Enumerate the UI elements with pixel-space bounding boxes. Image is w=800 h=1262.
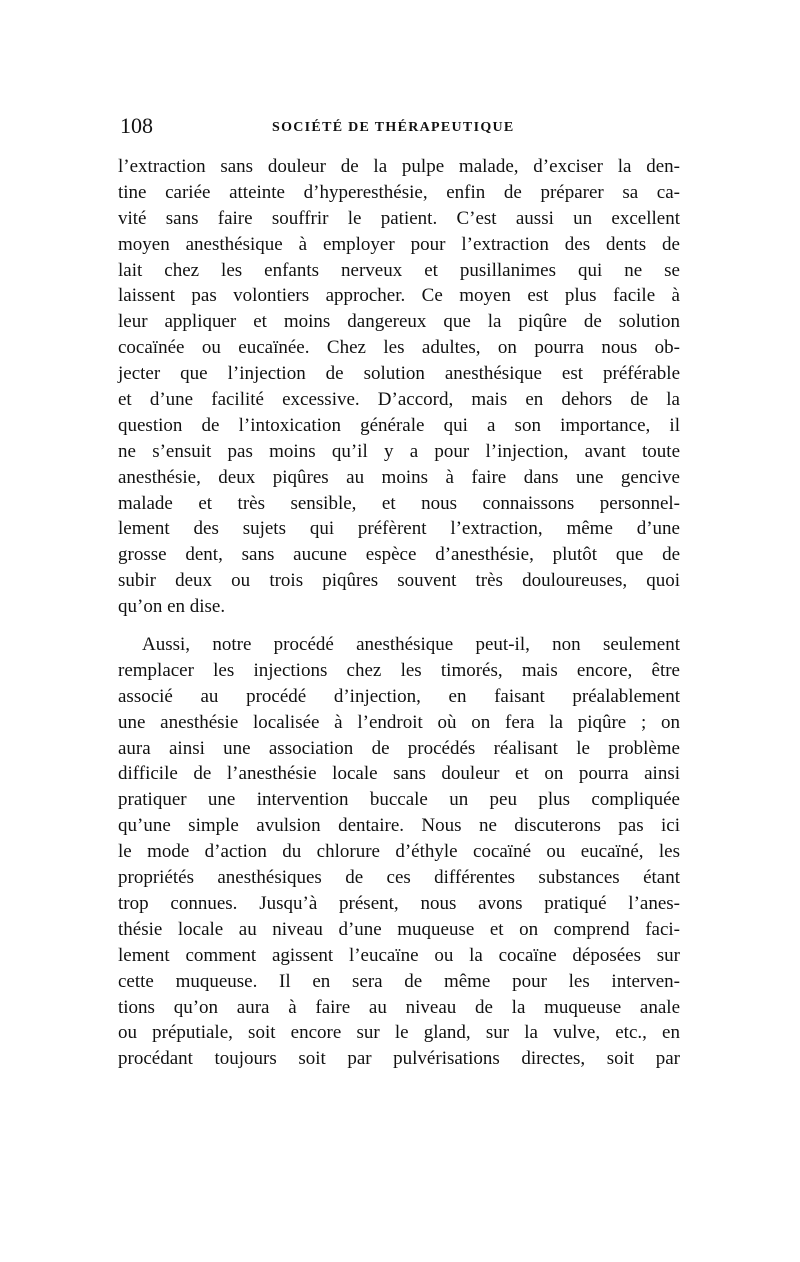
text-line: aura ainsi une association de procédés réalisant le problème (118, 737, 680, 759)
text-line: tions qu’on aura à faire au niveau de la muqueuse anale (118, 996, 680, 1018)
text-line: malade et très sensible, et nous connaissons personnel- (118, 492, 680, 514)
text-line: propriétés anesthésiques de ces différentes substances étant (118, 867, 680, 889)
text-line: trop connues. Jusqu’à présent, nous avons pratiqué l’anes- (118, 892, 680, 914)
running-title: SOCIÉTÉ DE THÉRAPEUTIQUE (272, 120, 515, 135)
text-line: cette muqueuse. Il en sera de même pour les interven- (118, 970, 680, 992)
text-line: vité sans faire souffrir le patient. C’est aussi un excellent (118, 207, 680, 229)
text-line: difficile de l’anesthésie locale sans douleur et on pourra ainsi (118, 763, 680, 785)
text-line: pratiquer une intervention buccale un peu plus compliquée (118, 789, 680, 811)
text-line: le mode d’action du chlorure d’éthyle cocaïné ou eucaïné, les (118, 841, 680, 863)
text-line: tine cariée atteinte d’hyperesthésie, enfin de préparer sa ca- (118, 181, 680, 203)
text-line: cocaïnée ou eucaïnée. Chez les adultes, on pourra nous ob- (118, 337, 680, 359)
text-line: Aussi, notre procédé anesthésique peut-il, non seulement (142, 634, 680, 656)
page-number: 108 (120, 113, 153, 138)
text-line: leur appliquer et moins dangereux que la piqûre de solution (118, 311, 680, 333)
text-line: une anesthésie localisée à l’endroit où on fera la piqûre ; on (118, 711, 680, 733)
paragraph-1 (118, 154, 680, 620)
text-line: subir deux ou trois piqûres souvent très douloureuses, quoi (118, 570, 680, 592)
text-line: et d’une facilité excessive. D’accord, mais en dehors de la (118, 389, 680, 411)
text-line: thésie locale au niveau d’une muqueuse et on comprend faci- (118, 918, 680, 940)
text-line: ne s’ensuit pas moins qu’il y a pour l’injection, avant toute (118, 440, 680, 462)
page-header (120, 112, 680, 142)
text-line: laissent pas volontiers approcher. Ce moyen est plus facile à (118, 285, 680, 307)
text-line: jecter que l’injection de solution anesthésique est préférable (118, 363, 680, 385)
text-line: lement des sujets qui préfèrent l’extraction, même d’une (118, 518, 680, 540)
text-line: moyen anesthésique à employer pour l’extraction des dents de (118, 233, 680, 255)
text-line: anesthésie, deux piqûres au moins à faire dans une gencive (118, 466, 680, 488)
text-line: qu’une simple avulsion dentaire. Nous ne discuterons pas ici (118, 815, 680, 837)
text-line: lait chez les enfants nerveux et pusillanimes qui ne se (118, 259, 680, 281)
text-line: associé au procédé d’injection, en faisant préalablement (118, 685, 680, 707)
body-text (118, 154, 680, 1072)
text-line: ou préputiale, soit encore sur le gland, sur la vulve, etc., en (118, 1022, 680, 1044)
text-line: remplacer les injections chez les timorés, mais encore, être (118, 659, 680, 681)
text-line: procédant toujours soit par pulvérisations directes, soit par (118, 1048, 680, 1070)
text-line: qu’on en dise. (118, 596, 226, 618)
text-line: lement comment agissent l’eucaïne ou la cocaïne déposées sur (118, 944, 680, 966)
text-line: grosse dent, sans aucune espèce d’anesthésie, plutôt que de (118, 544, 680, 566)
text-line: question de l’intoxication générale qui a son importance, il (118, 414, 680, 436)
paragraph-2 (118, 632, 680, 1072)
text-line: l’extraction sans douleur de la pulpe malade, d’exciser la den- (118, 156, 680, 177)
